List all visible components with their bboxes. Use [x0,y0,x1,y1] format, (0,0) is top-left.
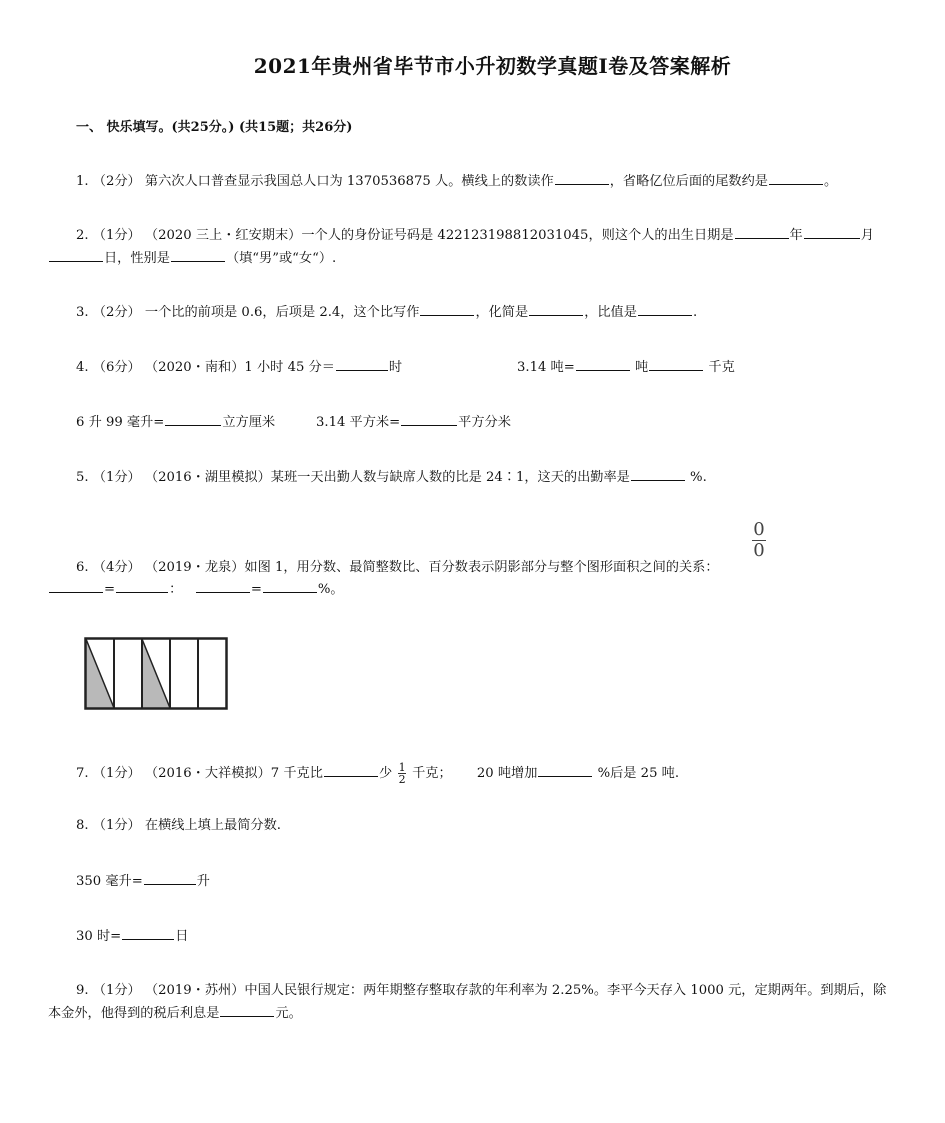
question-8 [76,815,281,837]
question-5 [76,466,707,489]
percent-sign: %。 [317,582,344,597]
question-9 [48,980,898,1025]
question-8-ml: 350 毫升= [76,874,143,889]
question-8-unit-day: 日 [175,929,189,944]
question-2-month: 月 [860,228,874,243]
answer-blank[interactable] [49,247,103,262]
question-3-text: 3. （2分） 一个比的前项是 0.6，后项是 2.4，这个比写作 [76,305,420,320]
answer-blank[interactable] [804,224,860,239]
question-4-line-2-part-2 [316,411,511,434]
document-title: 2021年贵州省毕节市小升初数学真题Ⅰ卷及答案解析 [253,54,732,78]
question-1-text-mid: ，省略亿位后面的尾数约是 [609,174,768,189]
answer-blank[interactable] [336,356,388,371]
answer-blank[interactable] [165,411,221,426]
answer-blank[interactable] [576,356,630,371]
question-4-text-m2: 3.14 平方米= [316,415,401,430]
question-2-day: 日，性别是 [104,251,170,266]
question-7-text-2: 20 吨增加 [476,766,538,781]
question-2-hint: （填“男”或“女“）. [225,251,337,266]
equals-sign: = [250,582,262,597]
answer-blank[interactable] [649,356,703,371]
question-4-part-2 [517,356,735,379]
fraction-denominator: 2 [398,773,406,786]
question-7 [76,762,679,785]
question-9-text: 9. （1分） （2019・苏州）中国人民银行规定：两年期整存整取存款的年利率为 2.25%。李平今天存入 1000 元，定期两年。到期后，除本金外，他得到的税后利息是 [48,983,887,1021]
question-7-text-end: %后是 25 吨. [593,766,680,781]
answer-blank[interactable] [263,578,317,593]
question-7-kg: 千克； [412,766,452,781]
answer-blank[interactable] [401,411,457,426]
equals-sign: = [104,582,116,597]
answer-blank[interactable] [122,925,174,940]
question-8-line-1 [76,870,210,893]
question-6 [76,557,719,579]
question-6-answers [48,578,344,601]
figure-1-shaded-rectangle [84,637,234,713]
question-4-line-2 [76,411,275,434]
question-7-text: 7. （1分） （2016・大祥模拟）7 千克比 [76,766,323,781]
question-4-unit-kg: 千克 [704,360,735,375]
question-3-text-c: . [692,305,698,320]
question-8-unit-liter: 升 [196,874,210,889]
question-3-text-a: ，化简是 [475,305,529,320]
question-2-year: 年 [789,228,803,243]
question-4-unit-hour: 时 [388,360,403,375]
answer-blank[interactable] [420,301,474,316]
question-8-hours: 30 时= [76,929,122,944]
answer-blank[interactable] [555,170,609,185]
question-4-unit-ton: 吨 [630,360,649,375]
question-6-text: 6. （4分） （2019・龙泉）如图 1，用分数、最简整数比、百分数表示阴影部分与整个图形面积之间的关系： [76,560,719,575]
question-1-text-end: 。 [823,174,838,189]
fraction-denominator: 0 [753,540,765,561]
answer-blank[interactable] [529,301,583,316]
fraction-numerator: 0 [753,519,765,540]
question-1-text: 1. （2分） 第六次人口普查显示我国总人口为 1370536875 人。横线上的数读作 [76,174,554,189]
question-4-text-ml: 6 升 99 毫升= [76,415,165,430]
answer-blank[interactable] [638,301,692,316]
answer-blank[interactable] [196,578,250,593]
question-4-text: 4. （6分） （2020・南和）1 小时 45 分＝ [76,360,335,375]
ratio-colon: ： [169,582,183,597]
answer-blank[interactable] [144,870,196,885]
answer-blank[interactable] [631,466,685,481]
fraction-numerator: 1 [398,761,406,774]
question-5-text-end: %. [685,470,707,485]
question-4 [76,356,402,379]
answer-blank[interactable] [538,762,592,777]
question-1 [76,170,837,193]
question-3 [76,301,697,324]
question-4-text-ton: 3.14 吨= [517,360,575,375]
question-8-text: 8. （1分） 在横线上填上最简分数. [76,818,281,833]
answer-blank[interactable] [220,1002,274,1017]
question-2 [48,224,898,270]
question-3-text-b: ，比值是 [584,305,637,320]
fraction-one-half [398,762,406,785]
question-4-unit-cm3: 立方厘米 [222,415,276,430]
answer-blank[interactable] [735,224,789,239]
answer-blank[interactable] [324,762,378,777]
answer-blank[interactable] [769,170,823,185]
section-heading: 一、 快乐填写。(共25分。) (共15题；共26分) [76,120,353,135]
question-9-text-end: 元。 [275,1006,302,1021]
fraction-placeholder [752,520,766,561]
question-2-text: 2. （1分） （2020 三上・红安期末）一个人的身份证号码是 422123198812031045，则这个人的出生日期是 [76,228,734,243]
question-5-text: 5. （1分） （2016・湖里模拟）某班一天出勤人数与缺席人数的比是 24∶1，这天的出勤率是 [76,470,630,485]
question-8-line-2 [76,925,188,948]
question-4-unit-dm2: 平方分米 [458,415,511,430]
answer-blank[interactable] [49,578,103,593]
answer-blank[interactable] [171,247,225,262]
answer-blank[interactable] [116,578,168,593]
question-7-less: 少 [378,766,393,781]
